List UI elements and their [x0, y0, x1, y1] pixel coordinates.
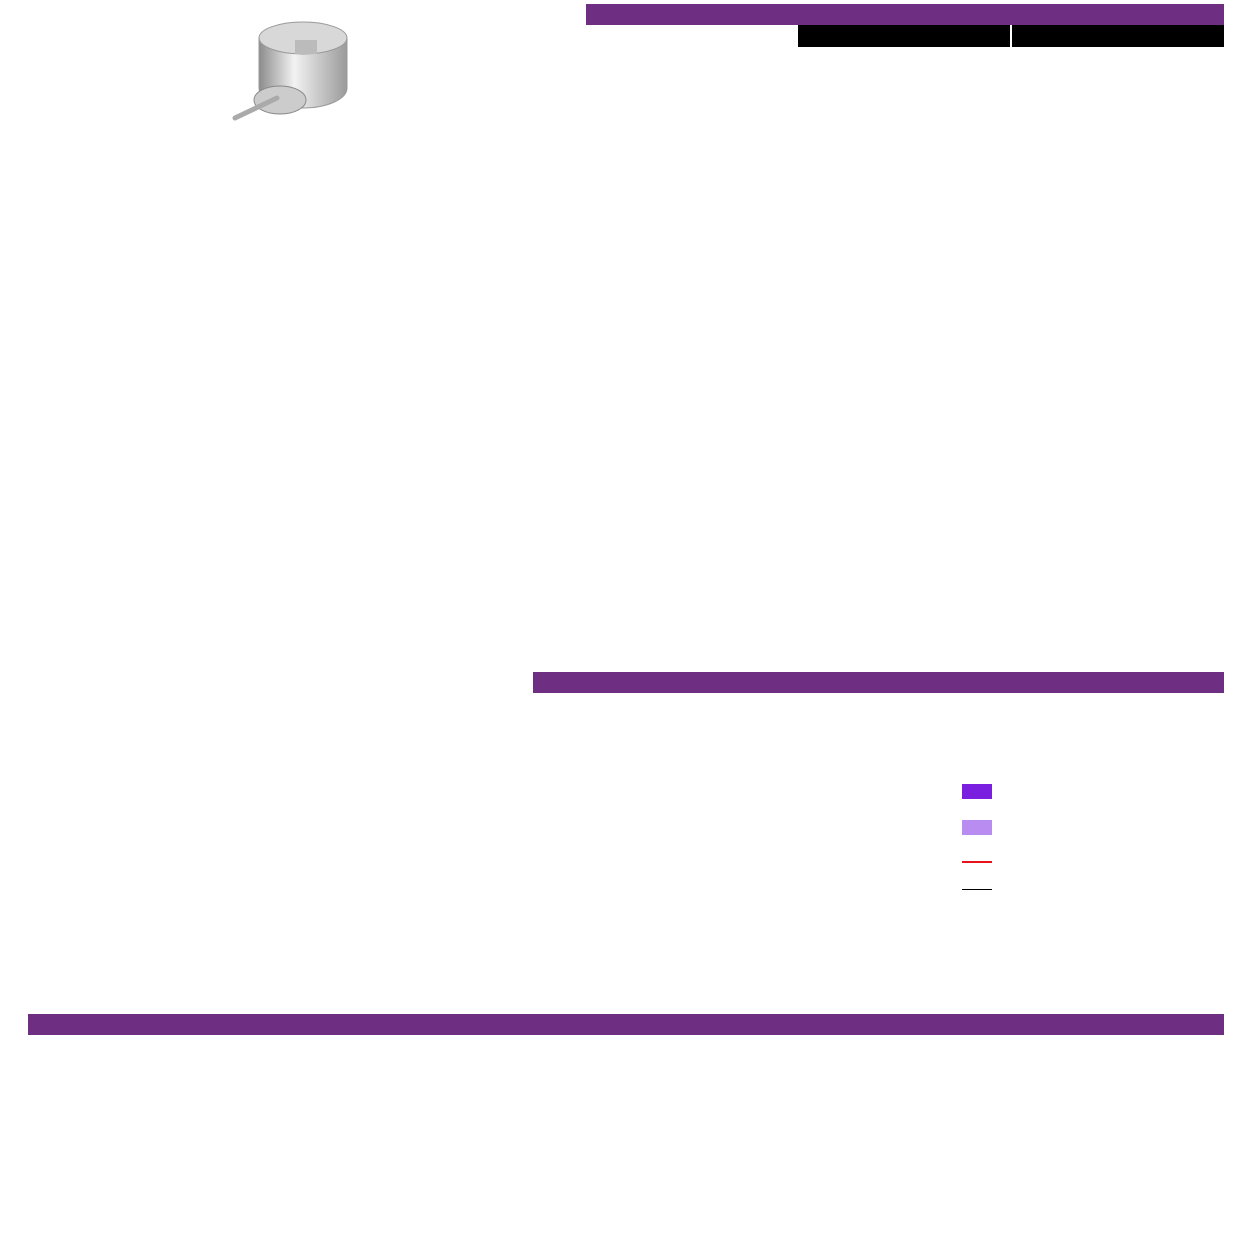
spec-col-b [1012, 25, 1224, 47]
spec-col-a [798, 25, 1010, 47]
operating-chart [560, 770, 960, 965]
configuration-header [28, 1014, 1224, 1035]
curve-header [533, 672, 1224, 693]
specifications-header [586, 4, 1224, 25]
legend-nt-line [962, 861, 992, 863]
legend-power-line [962, 889, 992, 890]
legend-intermittent-swatch [962, 820, 992, 835]
legend-continuous-swatch [962, 784, 992, 799]
motor-image [225, 20, 365, 130]
